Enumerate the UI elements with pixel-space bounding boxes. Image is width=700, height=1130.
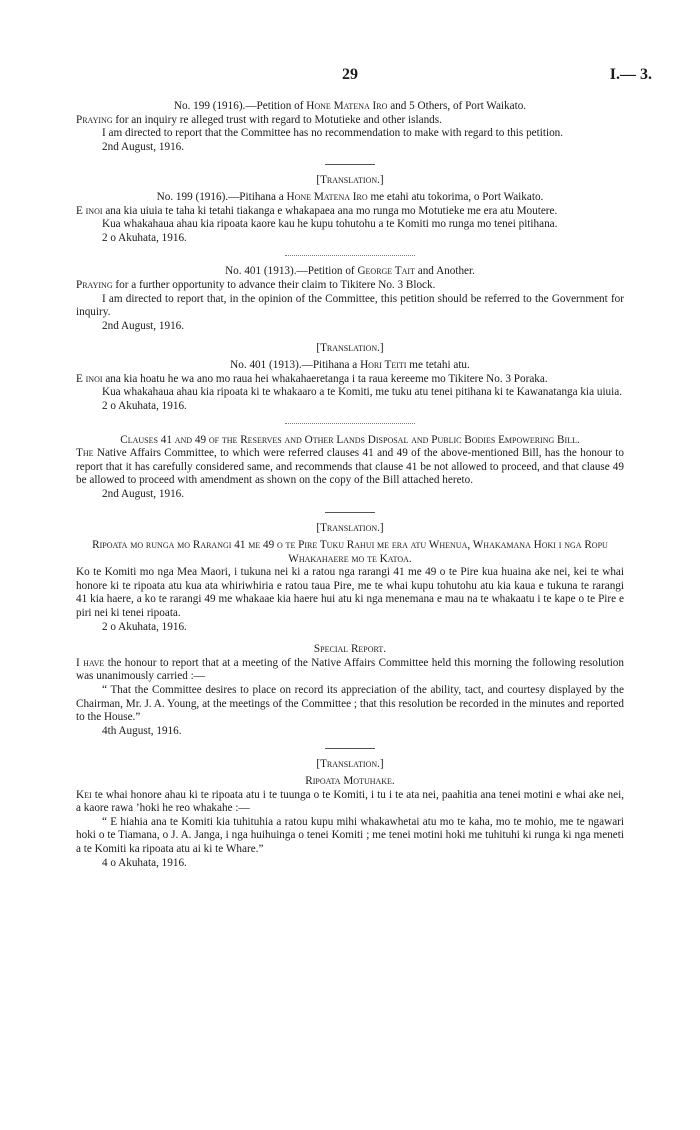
document-body	[76, 100, 624, 870]
translation-199-title: No. 199 (1916).—Pitihana a Hone Matena Iro me etahi atu tokorima, o Port Waikato.	[156, 190, 544, 203]
special-translation-date: 4 o Akuhata, 1916.	[102, 856, 187, 869]
special-report-title: Special Report.	[313, 643, 387, 656]
translation-199-date: 2 o Akuhata, 1916.	[102, 231, 187, 244]
clauses-translation-body: Ko te Komiti mo nga Mea Maori, i tukuna nei ki a ratou nga rarangi 41 me 49 o te Pire kua huaina ake nei, kei te whai honore ki te ripoata atu kua ata whiriwhiria e ratou taua Pire, me te whai kupu tohutohu atu kia kaua e tukuna te rarangi 41 kia haere, a ko te rarangi 49 me whakaae kia haere hui atu ki nga menemana e mau na te whakaatu i te kape o te Pire e piri nei ki tenei ripoata.	[76, 566, 624, 620]
translation-199-report: Kua whakahaua ahau kia ripoata kaore kau he kupu tohutohu a te Komiti mo runga mo tenei pitihana.	[102, 218, 558, 231]
special-report-quote: “ That the Committee desires to place on record its appreciation of the ability, tact, and courtesy displayed by the Chairman, Mr. J. A. Young, at the meetings of the Committee ; that this resolution be recorded in the minutes and reported to the House.”	[76, 684, 624, 724]
section-divider	[285, 255, 415, 256]
petition-199-date: 2nd August, 1916.	[102, 140, 185, 153]
clauses-title: Clauses 41 and 49 of the Reserves and Other Lands Disposal and Public Bodies Empowering Bill.	[120, 434, 580, 447]
petition-401-report: I am directed to report that, in the opinion of the Committee, this petition should be referred to the Government for inquiry.	[76, 292, 624, 319]
section-divider	[325, 164, 375, 165]
clauses-report: The Native Affairs Committee, to which were referred clauses 41 and 49 of the above-mentioned Bill, has the honour to report that it has carefully considered same, and recommends that clause 41 be not allowed to proceed, and that clause 49 be allowed to proceed with amendment as shown on the copy of the Bill attached hereto.	[76, 447, 624, 487]
translation-401-date: 2 o Akuhata, 1916.	[102, 399, 187, 412]
special-report-date: 4th August, 1916.	[102, 724, 182, 737]
clauses-translation-label: [Translation.]	[316, 521, 384, 534]
petition-199-report: I am directed to report that the Committee has no recommendation to make with regard to this petition.	[102, 127, 564, 140]
clauses-date: 2nd August, 1916.	[102, 488, 185, 501]
special-translation-label: [Translation.]	[316, 758, 384, 771]
petition-401-date: 2nd August, 1916.	[102, 319, 185, 332]
petition-199-prayer: Praying for an inquiry re alleged trust with regard to Motutieke and other islands.	[76, 113, 442, 126]
translation-401-report: Kua whakahaua ahau kia ripoata ki te whakaaro a te Komiti, me tuku atu tenei pitihana ki te Kawanatanga kia uiuia.	[102, 386, 623, 399]
translation-401-label: [Translation.]	[316, 342, 384, 355]
translation-401-prayer: E inoi ana kia hoatu he wa ano mo raua hei whakahaeretanga i ta raua kereeme mo Tikitere No. 3 Poraka.	[76, 372, 548, 385]
special-translation-quote: “ E hiahia ana te Komiti kia tuhituhia a ratou kupu mihi whakawhetai atu mo te kaha, mo te mohio, me te ngawari hoki o te Tiamana, o J. A. Janga, i nga huihuinga o tenei Komiti ; me tenei motini hoki me tuhituhi ki runga ki nga meneti a te Komiti ka ripoata atu ai ki te Whare.”	[76, 815, 624, 855]
translation-401-title: No. 401 (1913).—Pitihana a Hori Teiti me tetahi atu.	[230, 358, 470, 371]
special-report-body: I have the honour to report that at a meeting of the Native Affairs Committee held this morning the following resolution was unanimously carried :—	[76, 656, 624, 683]
clauses-translation-date: 2 o Akuhata, 1916.	[102, 620, 187, 633]
special-translation-title: Ripoata Motuhake.	[305, 774, 395, 787]
document-reference: I.— 3.	[609, 66, 652, 83]
petition-401-prayer: Praying for a further opportunity to advance their claim to Tikitere No. 3 Block.	[76, 278, 436, 291]
clauses-translation-title: Ripoata mo runga mo Rarangi 41 me 49 o te Pire Tuku Rahui me era atu Whenua, Whakamana Hoki i nga Ropu Whakahaere mo te Katoa.	[92, 539, 608, 566]
translation-199-prayer: E inoi ana kia uiuia te taha ki tetahi tiakanga e whakapaea ana mo runga mo Motutieke me era atu Moutere.	[76, 204, 558, 217]
translation-199-label: [Translation.]	[316, 174, 384, 187]
section-divider	[285, 423, 415, 424]
petition-199-title: No. 199 (1916).—Petition of Hone Matena Iro and 5 Others, of Port Waikato.	[173, 100, 527, 112]
page-number: 29	[342, 66, 358, 83]
petition-401-title: No. 401 (1913).—Petition of George Tait and Another.	[225, 265, 475, 278]
special-translation-body: Kei te whai honore ahau ki te ripoata atu i te tuunga o te Komiti, i tu i te ata nei, paahitia ana tenei motini e whai ake nei, a kaore rawa ’hoki he reo whakahe :—	[76, 788, 624, 815]
section-divider	[325, 512, 375, 513]
section-divider	[325, 748, 375, 749]
